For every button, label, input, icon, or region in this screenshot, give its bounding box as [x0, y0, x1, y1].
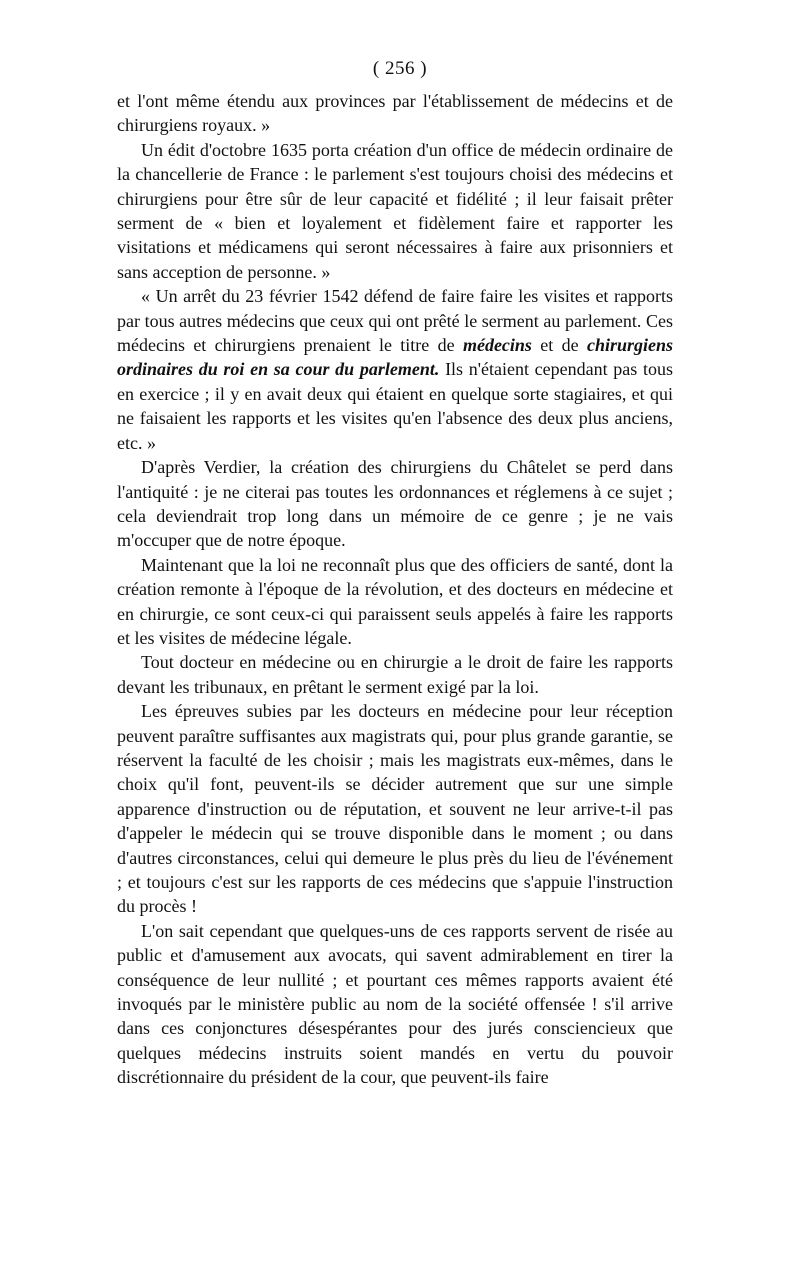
paragraph-arret-text-end: Ils n'étaient cependant pas tous en exercice ; il y en avait deux qui étaient en quelque sorte stagiaires, et qui ne faisaient les rapports et les visites qu'en l'absence des deux plus anciens, etc. »: [117, 359, 673, 453]
italic-medecins: médecins: [462, 335, 532, 356]
paragraph-edit-1635: Un édit d'octobre 1635 porta création d'un office de médecin ordinaire de la chancellerie de France : le parlement s'est toujours choisi des médecins et chirurgiens pour être sûr de leur capacité et fidélité ; il leur faisait prêter serment de « bien et loyalement et fidèlement faire et rapporter les visitations et médicamens qui seront nécessaires à faire aux prisonniers et sans acception de personne. »: [117, 139, 673, 282]
page-number: ( 256 ): [372, 58, 428, 79]
paragraph-rapports-risee: L'on sait cependant que quelques-uns de ces rapports servent de risée au public et d'amusement aux avocats, qui savent admirablement en tirer la conséquence de leur nullité ; et pourtant ces mêmes rapports avaient été invoqués par le ministère public au nom de la société offensée ! s'il arrive dans ces conjonctures désespérantes pour des jurés consciencieux que quelques médecins instruits soient mandés en vertu du pouvoir discrétionnaire du président de la cour, que peuvent-ils faire: [117, 920, 673, 1088]
paragraph-arret-text-mid: et de: [531, 335, 587, 356]
paragraph-maintenant: Maintenant que la loi ne reconnaît plus que des officiers de santé, dont la création remonte à l'époque de la révolution, et des docteurs en médecine et en chirurgie, ce sont ceux-ci qui paraissent seuls appelés à faire les rapports et les visites de médecine légale.: [117, 554, 673, 648]
paragraph-epreuves: Les épreuves subies par les docteurs en médecine pour leur réception peuvent paraître suffisantes aux magistrats qui, pour plus grande garantie, se réservent la faculté de les choisir ; mais les magistrats eux-mêmes, dans le choix qu'il font, peuvent-ils se décider autrement que sur une simple apparence d'instruction ou de réputation, et souvent ne leur arrive-t-il pas d'appeler le médecin qui se trouve disponible dans le moment ; ou dans d'autres circonstances, celui qui demeure le plus près du lieu de l'événement ; et toujours c'est sur les rapports de ces médecins que s'appuie l'instruction du procès !: [117, 701, 673, 917]
paragraph-tout-docteur: Tout docteur en médecine ou en chirurgie a le droit de faire les rapports devant les tribunaux, en prêtant le serment exigé par la loi.: [117, 652, 673, 697]
italic-chirurgiens-ordinaires: chirurgiens ordinaires du roi en sa cour du parlement.: [117, 335, 673, 380]
paragraph-verdier: D'après Verdier, la création des chirurgiens du Châtelet se perd dans l'antiquité : je ne citerai pas toutes les ordonnances et réglemens à ce sujet ; cela deviendrait trop long dans un mémoire de ce genre ; je ne vais m'occuper que de notre époque.: [117, 457, 673, 551]
paragraph-continuation: et l'ont même étendu aux provinces par l'établissement de médecins et de chirurgiens royaux. »: [117, 91, 673, 136]
paragraph-arret-1542: [117, 284, 673, 455]
body-text: [117, 89, 673, 1090]
paragraph-arret-text-start: « Un arrêt du 23 février 1542 défend de faire faire les visites et rapports par tous autres médecins que ceux qui ont prêté le serment au parlement. Ces médecins et chirurgiens prenaient le titre de: [117, 286, 673, 356]
